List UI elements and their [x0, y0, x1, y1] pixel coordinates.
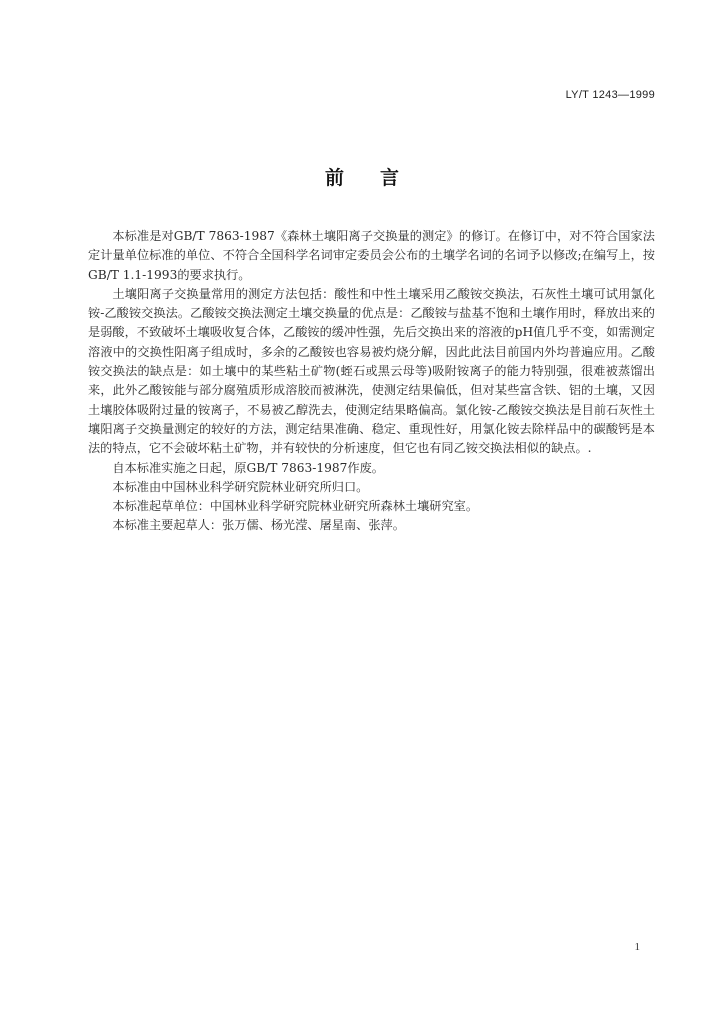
page-number: 1 [634, 941, 640, 953]
paragraph-drafters: 本标准主要起草人：张万儒、杨光滢、屠星南、张萍。 [112, 518, 405, 533]
foreword-body [88, 227, 655, 536]
paragraph-method-description: 土壤阳离子交换量常用的测定方法包括：酸性和中性土壤采用乙酸铵交换法，石灰性土壤可试用氯化铵-乙酸铵交换法。乙酸铵交换法测定土壤交换量的优点是：乙酸铵与盐基不饱和土壤作用时，释放出来的是弱酸，不致破坏土壤吸收复合体，乙酸铵的缓冲性强，先后交换出来的溶液的pH值几乎不变，如需测定溶液中的交换性阳离子组成时，多余的乙酸铵也容易被灼烧分解，因此此法目前国内外均普遍应用。乙酸铵交换法的缺点是：如土壤中的某些粘土矿物(蛭石或黑云母等)吸附铵离子的能力特别强，很难被蒸馏出来，此外乙酸铵能与部分腐殖质形成溶胶而被淋洗，使测定结果偏低，但对某些富含铁、铝的土壤，又因土壤胶体吸附过量的铵离子，不易被乙醇洗去，使测定结果略偏高。氯化铵-乙酸铵交换法是目前石灰性土壤阳离子交换量测定的较好的方法，测定结果准确、稳定、重现性好，用氯化铵去除样品中的碳酸钙是本法的特点，它不会破坏粘土矿物，并有较快的分析速度，但它也有同乙铵交换法相似的缺点。. [88, 286, 655, 456]
paragraph-responsible-unit: 本标准由中国林业科学研究院林业研究所归口。 [112, 479, 369, 494]
standard-number: LY/T 1243—1999 [565, 89, 655, 101]
page-title: 前言 [324, 167, 435, 189]
paragraph-supersedes: 自本标准实施之日起，原GB/T 7863-1987作废。 [112, 460, 384, 475]
paragraph-drafting-unit: 本标准起草单位：中国林业科学研究院林业研究所森林土壤研究室。 [112, 499, 479, 514]
paragraph-revision-note: 本标准是对GB/T 7863-1987《森林土壤阳离子交换量的测定》的修订。在修订中，对不符合国家法定计量单位标准的单位、不符合全国科学名词审定委员会公布的土壤学名词的名词予以修改;在编写上，按GB/T 1.1-1993的要求执行。 [88, 229, 655, 282]
